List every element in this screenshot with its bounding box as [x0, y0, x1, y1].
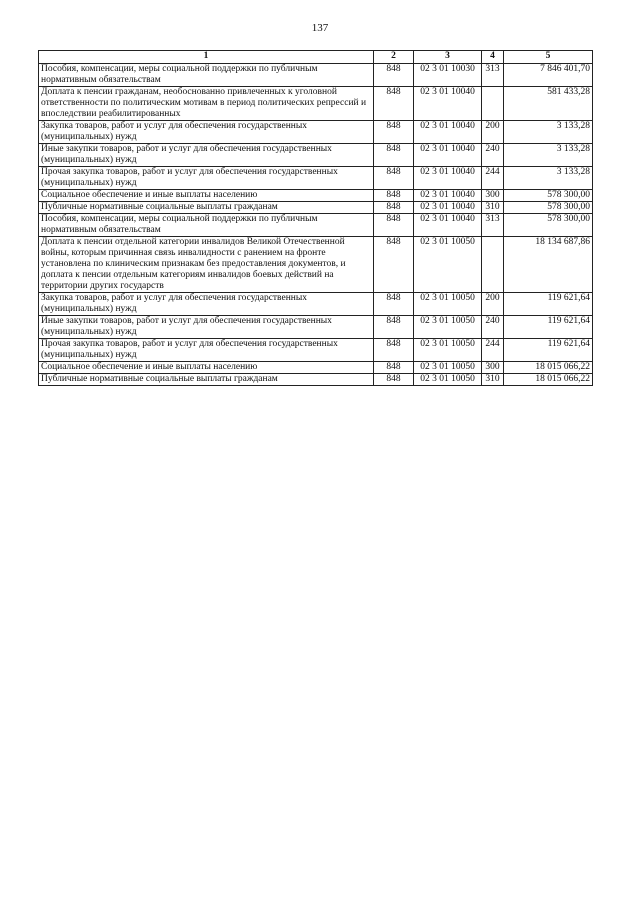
row-kcsr-cell: 02 3 01 10050	[414, 237, 482, 293]
row-sum-cell: 578 300,00	[504, 214, 593, 237]
row-sum-cell: 578 300,00	[504, 190, 593, 202]
row-vr-cell: 310	[482, 202, 504, 214]
row-vr-cell: 244	[482, 339, 504, 362]
row-vr-cell: 313	[482, 64, 504, 87]
row-vr-cell: 240	[482, 316, 504, 339]
table-row	[39, 316, 593, 339]
row-name-cell: Пособия, компенсации, меры социальной поддержки по публичным нормативным обязательствам	[39, 214, 374, 237]
row-kcsr-cell: 02 3 01 10040	[414, 144, 482, 167]
row-name-cell: Закупка товаров, работ и услуг для обеспечения государственных (муниципальных) нужд	[39, 293, 374, 316]
row-kcsr-cell: 02 3 01 10040	[414, 87, 482, 121]
row-code-cell: 848	[374, 237, 414, 293]
row-name-cell: Иные закупки товаров, работ и услуг для обеспечения государственных (муниципальных) нужд	[39, 144, 374, 167]
row-code-cell: 848	[374, 144, 414, 167]
table-row	[39, 339, 593, 362]
row-name-cell: Пособия, компенсации, меры социальной поддержки по публичным нормативным обязательствам	[39, 64, 374, 87]
header-col-5: 5	[504, 51, 593, 64]
page-number: 137	[311, 22, 329, 34]
row-name-cell: Социальное обеспечение и иные выплаты населению	[39, 362, 374, 374]
row-vr-cell: 240	[482, 144, 504, 167]
row-vr-cell: 300	[482, 362, 504, 374]
row-kcsr-cell: 02 3 01 10040	[414, 121, 482, 144]
row-sum-cell: 7 846 401,70	[504, 64, 593, 87]
row-kcsr-cell: 02 3 01 10050	[414, 316, 482, 339]
row-code-cell: 848	[374, 374, 414, 386]
row-vr-cell	[482, 237, 504, 293]
row-sum-cell: 18 015 066,22	[504, 374, 593, 386]
row-sum-cell: 3 133,28	[504, 121, 593, 144]
row-sum-cell: 119 621,64	[504, 339, 593, 362]
row-code-cell: 848	[374, 362, 414, 374]
row-kcsr-cell: 02 3 01 10040	[414, 214, 482, 237]
row-vr-cell: 310	[482, 374, 504, 386]
row-vr-cell: 200	[482, 121, 504, 144]
row-name-cell: Публичные нормативные социальные выплаты гражданам	[39, 374, 374, 386]
row-vr-cell	[482, 87, 504, 121]
row-kcsr-cell: 02 3 01 10030	[414, 64, 482, 87]
table-body	[39, 64, 593, 386]
row-name-cell: Иные закупки товаров, работ и услуг для обеспечения государственных (муниципальных) нужд	[39, 316, 374, 339]
row-code-cell: 848	[374, 87, 414, 121]
row-name-cell: Доплата к пенсии гражданам, необоснованно привлеченных к уголовной ответственности по политическим мотивам в период политических репрессий и впоследствии реабилитированных	[39, 87, 374, 121]
table-row	[39, 190, 593, 202]
header-col-3: 3	[414, 51, 482, 64]
table-row	[39, 293, 593, 316]
row-name-cell: Прочая закупка товаров, работ и услуг для обеспечения государственных (муниципальных) нужд	[39, 167, 374, 190]
row-sum-cell: 3 133,28	[504, 167, 593, 190]
row-vr-cell: 244	[482, 167, 504, 190]
header-col-2: 2	[374, 51, 414, 64]
table-row	[39, 64, 593, 87]
row-code-cell: 848	[374, 214, 414, 237]
row-name-cell: Публичные нормативные социальные выплаты гражданам	[39, 202, 374, 214]
table-row	[39, 87, 593, 121]
row-vr-cell: 200	[482, 293, 504, 316]
row-name-cell: Закупка товаров, работ и услуг для обеспечения государственных (муниципальных) нужд	[39, 121, 374, 144]
row-code-cell: 848	[374, 202, 414, 214]
header-col-1: 1	[39, 51, 374, 64]
row-sum-cell: 119 621,64	[504, 293, 593, 316]
row-sum-cell: 119 621,64	[504, 316, 593, 339]
row-vr-cell: 313	[482, 214, 504, 237]
row-kcsr-cell: 02 3 01 10040	[414, 202, 482, 214]
row-sum-cell: 3 133,28	[504, 144, 593, 167]
row-code-cell: 848	[374, 316, 414, 339]
row-kcsr-cell: 02 3 01 10050	[414, 339, 482, 362]
row-code-cell: 848	[374, 339, 414, 362]
row-sum-cell: 578 300,00	[504, 202, 593, 214]
table-row	[39, 237, 593, 293]
table-row	[39, 374, 593, 386]
table-row	[39, 121, 593, 144]
row-sum-cell: 18 015 066,22	[504, 362, 593, 374]
row-code-cell: 848	[374, 167, 414, 190]
budget-table	[38, 50, 593, 386]
row-kcsr-cell: 02 3 01 10050	[414, 362, 482, 374]
row-code-cell: 848	[374, 190, 414, 202]
row-kcsr-cell: 02 3 01 10040	[414, 190, 482, 202]
row-code-cell: 848	[374, 293, 414, 316]
table-row	[39, 202, 593, 214]
row-name-cell: Доплата к пенсии отдельной категории инвалидов Великой Отечественной войны, которым причинная связь инвалидности с ранением на фронте установлена по клиническим признакам без предоставления документов, и доплата к пенсии отдельным категориям инвалидов боевых действий на территории других государств	[39, 237, 374, 293]
row-name-cell: Социальное обеспечение и иные выплаты населению	[39, 190, 374, 202]
table-row	[39, 214, 593, 237]
table-header-row	[39, 51, 593, 64]
row-code-cell: 848	[374, 121, 414, 144]
header-col-4: 4	[482, 51, 504, 64]
row-kcsr-cell: 02 3 01 10050	[414, 374, 482, 386]
row-code-cell: 848	[374, 64, 414, 87]
row-kcsr-cell: 02 3 01 10050	[414, 293, 482, 316]
row-name-cell: Прочая закупка товаров, работ и услуг для обеспечения государственных (муниципальных) нужд	[39, 339, 374, 362]
table-row	[39, 362, 593, 374]
row-sum-cell: 581 433,28	[504, 87, 593, 121]
table-row	[39, 167, 593, 190]
table-row	[39, 144, 593, 167]
row-kcsr-cell: 02 3 01 10040	[414, 167, 482, 190]
row-vr-cell: 300	[482, 190, 504, 202]
row-sum-cell: 18 134 687,86	[504, 237, 593, 293]
